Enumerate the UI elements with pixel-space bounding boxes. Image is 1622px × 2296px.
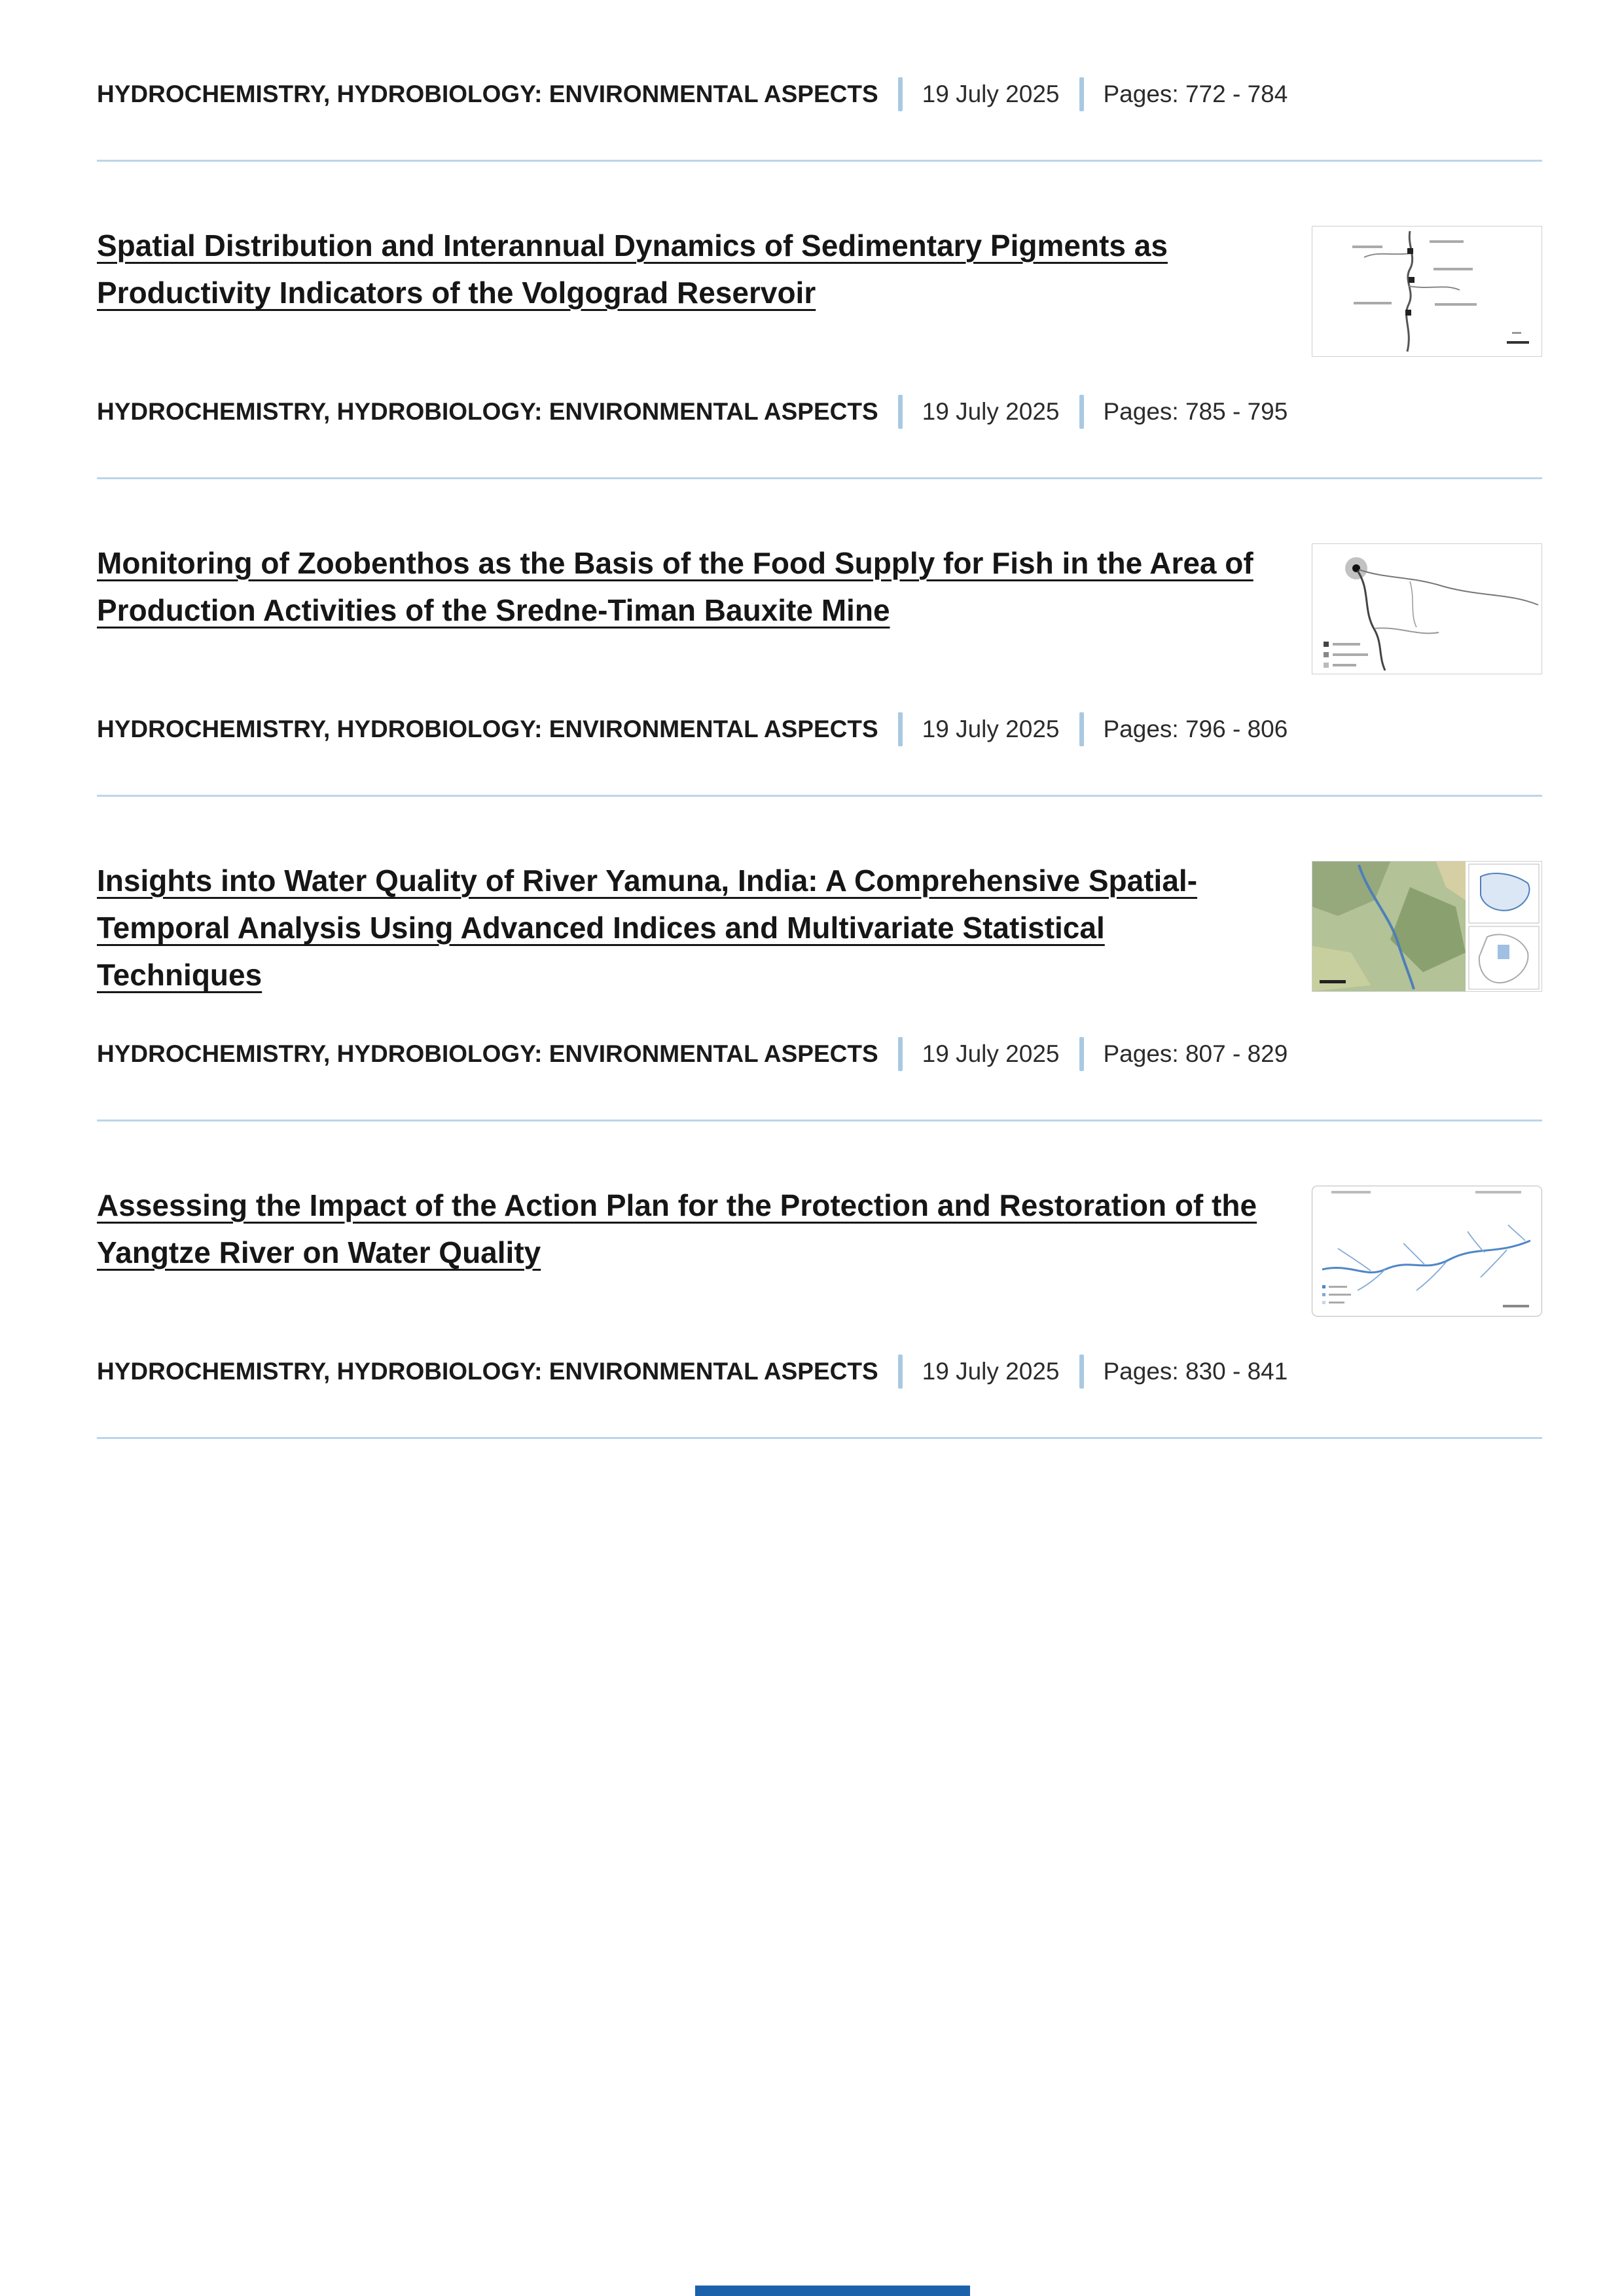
article-pages: Pages: 830 - 841	[1103, 1357, 1288, 1385]
yamuna-river-map-thumbnail[interactable]	[1312, 861, 1542, 992]
article-entry	[97, 77, 1542, 162]
article-title	[97, 222, 1272, 316]
meta-separator-bar	[898, 1037, 903, 1071]
meta-separator-bar	[898, 1355, 903, 1389]
entry-divider	[97, 1437, 1542, 1439]
article-section: HYDROCHEMISTRY, HYDROBIOLOGY: ENVIRONMENTAL ASPECTS	[97, 398, 878, 425]
article-title	[97, 1182, 1272, 1276]
article-meta	[97, 1355, 1542, 1389]
map-thumbnail-graphic	[1312, 226, 1542, 357]
article-title-link[interactable]: Monitoring of Zoobenthos as the Basis of the Food Supply for Fish in the Area of Production Activities of the Sredne-Timan Bauxite Mine	[97, 546, 1253, 628]
article-pages: Pages: 807 - 829	[1103, 1040, 1288, 1067]
article-entry	[97, 222, 1542, 479]
map-thumbnail-graphic	[1312, 1186, 1542, 1317]
article-section: HYDROCHEMISTRY, HYDROBIOLOGY: ENVIRONMENTAL ASPECTS	[97, 81, 878, 107]
article-section: HYDROCHEMISTRY, HYDROBIOLOGY: ENVIRONMENTAL ASPECTS	[97, 1040, 878, 1067]
article-title	[97, 539, 1272, 634]
article-date: 19 July 2025	[922, 1040, 1060, 1067]
article-pages: Pages: 785 - 795	[1103, 398, 1288, 425]
article-date: 19 July 2025	[922, 398, 1060, 425]
article-pages: Pages: 796 - 806	[1103, 716, 1288, 742]
article-title-link[interactable]: Spatial Distribution and Interannual Dynamics of Sedimentary Pigments as Productivity Indicators of the Volgograd Reservoir	[97, 228, 1168, 310]
article-date: 19 July 2025	[922, 81, 1060, 107]
article-pages: Pages: 772 - 784	[1103, 81, 1288, 107]
entry-divider	[97, 1120, 1542, 1121]
article-section: HYDROCHEMISTRY, HYDROBIOLOGY: ENVIRONMENTAL ASPECTS	[97, 1357, 878, 1385]
meta-separator-bar	[898, 712, 903, 746]
meta-separator-bar	[1079, 1037, 1084, 1071]
entry-divider	[97, 160, 1542, 162]
meta-separator-bar	[898, 395, 903, 429]
article-date: 19 July 2025	[922, 716, 1060, 742]
article-meta	[97, 1037, 1542, 1071]
article-section: HYDROCHEMISTRY, HYDROBIOLOGY: ENVIRONMENTAL ASPECTS	[97, 716, 878, 742]
meta-separator-bar	[1079, 712, 1084, 746]
entry-divider	[97, 795, 1542, 797]
article-entry	[97, 1182, 1542, 1439]
volgograd-reservoir-map-thumbnail[interactable]	[1312, 226, 1542, 357]
meta-separator-bar	[1079, 77, 1084, 111]
article-date: 19 July 2025	[922, 1357, 1060, 1385]
article-meta	[97, 712, 1542, 746]
map-thumbnail-graphic	[1312, 543, 1542, 674]
meta-separator-bar	[1079, 395, 1084, 429]
sredne-timan-mine-map-thumbnail[interactable]	[1312, 543, 1542, 674]
article-title-link[interactable]: Assessing the Impact of the Action Plan for the Protection and Restoration of the Yangtze River on Water Quality	[97, 1188, 1257, 1269]
yangtze-river-map-thumbnail[interactable]	[1312, 1186, 1542, 1317]
article-entry	[97, 857, 1542, 1121]
article-meta	[97, 77, 1542, 111]
entry-divider	[97, 477, 1542, 479]
meta-separator-bar	[898, 77, 903, 111]
map-thumbnail-graphic	[1312, 861, 1542, 992]
article-meta	[97, 395, 1542, 429]
article-title	[97, 857, 1272, 999]
footer-banner-fragment	[695, 2286, 970, 2296]
article-title-link[interactable]: Insights into Water Quality of River Yamuna, India: A Comprehensive Spatial-Temporal Analysis Using Advanced Indices and Multivariate Statistical Techniques	[97, 864, 1198, 993]
article-entry	[97, 539, 1542, 797]
meta-separator-bar	[1079, 1355, 1084, 1389]
